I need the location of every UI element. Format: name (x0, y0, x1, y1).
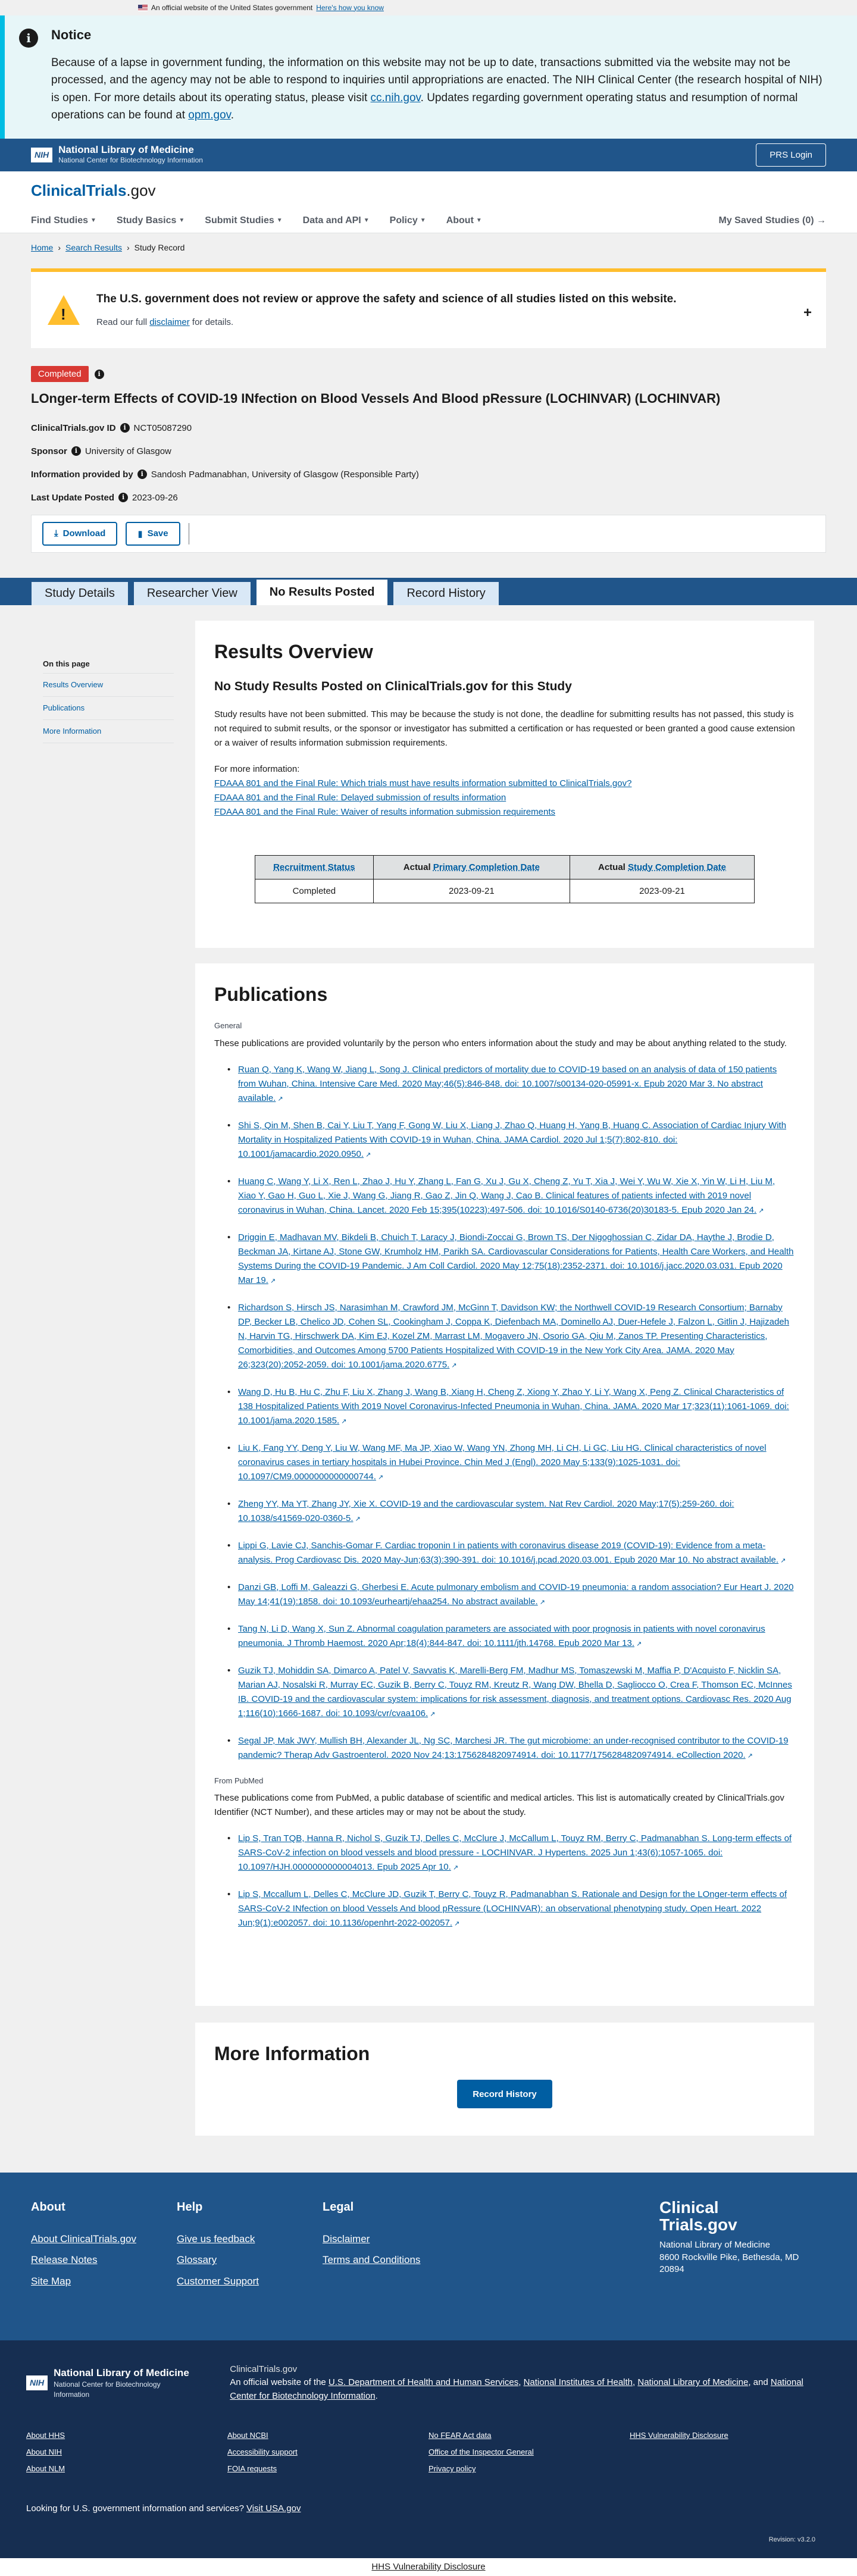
ncbi-link[interactable]: National Center for Biotechnology Information (230, 2377, 803, 2401)
nav-study-basics[interactable]: Study Basics ▼ (116, 215, 185, 226)
results-overview-title: Results Overview (214, 640, 373, 662)
footer-link[interactable]: Glossary (177, 2254, 217, 2266)
on-this-page-label: On this page (43, 655, 174, 674)
list-item: • Lip S, Tran TQB, Hanna R, Nichol S, Guzik TJ, Delles C, McClure J, McCallum L, Touyz RM, Berry C, Padmanabhan S. Long-term effects of SARS-CoV-2 infection on blood vessels and blood pressure - LOCHINVAR. J Hypertens. 2025 Jun 1;43(6):1057-1065. doi: 10.1097/HJH.0000000000004013. Epub 2025 Apr 10. ↗ (214, 1832, 795, 1874)
notice-title: Notice (51, 27, 92, 42)
footer-link[interactable]: Give us feedback (177, 2233, 255, 2245)
gov-banner (0, 0, 857, 15)
breadcrumb-current: Study Record (134, 242, 185, 252)
external-link-icon: ↗ (365, 1151, 371, 1159)
completion-table (255, 855, 755, 903)
tab-study-details[interactable]: Study Details (31, 581, 129, 605)
list-item: • Shi S, Qin M, Shen B, Cai Y, Liu T, Yang F, Gong W, Liu X, Liang J, Zhao Q, Huang H, Yang B, Huang C. Association of Cardiac Injury With Mortality in Hospitalized Patients With COVID-19 in Wuhan, China. JAMA Cardiol. 2020 Jul 1;5(7):802-810. doi: 10.1001/jamacardio.2020.0950. ↗ (214, 1119, 795, 1162)
nlm-link[interactable]: National Library of Medicine (637, 2377, 749, 2388)
nlm-header (0, 139, 857, 171)
sidenav-more-information[interactable]: More Information (43, 720, 174, 743)
notice-body: Because of a lapse in government funding, the information on this website may not be up to date, transactions submitted via the website may not be processed, and the agency may not be able to respond to inquiries until appropriations are enacted. The NIH Clinical Center (the research hospital of NIH) is open. For more details about its operating status, please visit cc.nih.gov. Updates regarding government operating status and resumption of normal operations can be found at opm.gov. (51, 56, 822, 122)
external-link-icon: ↗ (454, 1920, 460, 1927)
tab-record-history[interactable]: Record History (393, 581, 499, 605)
nlm-subtitle: National Center for Biotechnology Information (58, 156, 203, 165)
list-item: • Guzik TJ, Mohiddin SA, Dimarco A, Patel V, Savvatis K, Marelli-Berg FM, Madhur MS, Tomaszewski M, Maffia P, D'Acquisto F, Nicklin SA, Marian AJ, Nosalski R, Murray EC, Guzik B, Berry C, Touyz RM, Kreutz R, Wang DW, Bhella D, Sagliocco O, Crea F, Thomson EC, McInnes IB. COVID-19 and the cardiovascular system: implications for risk assessment, diagnosis, and treatment options. Cardiovasc Res. 2020 Aug 1;116(10):1666-1687. doi: 10.1093/cvr/cvaa106. ↗ (214, 1664, 795, 1721)
footer-address: National Library of Medicine 8600 Rockville Pike, Bethesda, MD 20894 (659, 2240, 799, 2274)
external-link-icon: ↗ (270, 1277, 276, 1285)
nav-submit-studies[interactable]: Submit Studies ▼ (205, 215, 283, 226)
footer-link[interactable]: About NCBI (227, 2431, 268, 2440)
breadcrumb-separator: › (126, 242, 130, 252)
footer-link[interactable]: About ClinicalTrials.gov (31, 2233, 136, 2245)
td-recruitment-status: Completed (255, 879, 374, 903)
disclaimer-text: Read our full disclaimer for details. (96, 317, 234, 327)
footer-link[interactable]: About NLM (26, 2464, 65, 2474)
footer-link[interactable]: No FEAR Act data (428, 2431, 492, 2440)
study-tabs (0, 578, 857, 605)
fdaaa-link-delayed[interactable]: FDAAA 801 and the Final Rule: Delayed submission of results information (214, 792, 506, 803)
disclaimer-link[interactable]: disclaimer (149, 317, 190, 327)
info-icon[interactable]: i (71, 446, 81, 456)
funding-notice (0, 15, 857, 139)
info-icon: i (19, 29, 38, 48)
last-update-value: 2023-09-26 (132, 492, 178, 503)
th-primary-completion: Actual Primary Completion Date (373, 855, 570, 879)
site-header (0, 171, 857, 233)
breadcrumb (0, 233, 857, 262)
opm-link[interactable]: opm.gov (188, 109, 231, 122)
chevron-down-icon: ▼ (276, 217, 283, 224)
footer-link[interactable]: About NIH (26, 2447, 62, 2457)
main-nav (31, 214, 826, 227)
info-icon[interactable]: i (118, 493, 128, 502)
list-item: • Liu K, Fang YY, Deng Y, Liu W, Wang MF, Ma JP, Xiao W, Wang YN, Zhong MH, Li CH, Li GC, Liu HG. Clinical characteristics of novel coronavirus cases in tertiary hospitals in Hubei Province. Chin Med J (Engl). 2020 May 5;133(9):1025-1031. doi: 10.1097/CM9.0000000000000744. ↗ (214, 1441, 795, 1484)
results-subtitle: No Study Results Posted on ClinicalTrials.gov for this Study (214, 680, 572, 694)
nav-about[interactable]: About ▼ (446, 215, 482, 226)
footer-about-title: About (31, 2200, 65, 2214)
disclaimer-title: The U.S. government does not review or approve the safety and science of all studies listed on this website. (96, 293, 677, 306)
publications-title: Publications (214, 983, 328, 1005)
download-icon: ⤓ (54, 528, 58, 539)
footer-legal-title: Legal (323, 2200, 354, 2214)
list-item: • Driggin E, Madhavan MV, Bikdeli B, Chuich T, Laracy J, Biondi-Zoccai G, Brown TS, Der Nigoghossian C, Zidar DA, Haythe J, Brodie D, Beckman JA, Kirtane AJ, Stone GW, Krumholz HM, Parikh SA. Cardiovascular Considerations for Patients, Health Care Workers, and Health Systems During the COVID-19 Pandemic. J Am Coll Cardiol. 2020 May 12;75(18):2352-2371. doi: 10.1016/j.jacc.2020.03.031. Epub 2020 Mar 19. ↗ (214, 1231, 795, 1288)
breadcrumb-search-results[interactable]: Search Results (65, 242, 122, 252)
external-link-icon: ↗ (341, 1417, 347, 1425)
fdaaa-link-waiver[interactable]: FDAAA 801 and the Final Rule: Waiver of results information submission requirements (214, 806, 556, 817)
external-link-icon: ↗ (758, 1207, 764, 1215)
action-bar (31, 515, 826, 553)
footer-help (177, 2199, 323, 2314)
more-info-label: For more information: (214, 763, 300, 774)
external-link-icon: ↗ (430, 1710, 436, 1718)
info-icon[interactable]: i (120, 423, 130, 433)
save-button[interactable]: ▮ Save (126, 522, 180, 546)
external-link-icon: ↗ (277, 1095, 283, 1103)
footer-help-title: Help (177, 2200, 203, 2214)
more-information-title: More Information (214, 2042, 370, 2064)
us-flag-icon (138, 5, 148, 11)
hhs-vulnerability-link[interactable]: HHS Vulnerability Disclosure (371, 2562, 486, 2572)
list-item: • Segal JP, Mak JWY, Mullish BH, Alexander JL, Ng SC, Marchesi JR. The gut microbiome: an under-recognised contributor to the COVID-19 pandemic? Therap Adv Gastroenterol. 2020 Nov 24;13:1756284820974914. doi: 10.1177/1756284820974914. eCollection 2020. ↗ (214, 1734, 795, 1763)
usa-gov-line: Looking for U.S. government information and services? Visit USA.gov (26, 2503, 301, 2514)
more-information-section (195, 2023, 814, 2136)
nav-policy[interactable]: Policy ▼ (389, 215, 426, 226)
disclaimer-banner (31, 268, 826, 348)
nih-logo-mark: NIH (31, 148, 52, 163)
results-body: Study results have not been submitted. This may be because the study is not done, the deadline for submitting results has not passed, this study is not required to submit results, or the sponsor or investigator has submitted a certification or has requested or been granted a good cause extension or a waiver of results information submission requirements. (214, 709, 795, 748)
footer-agency (0, 2340, 857, 2558)
list-item: • Danzi GB, Loffi M, Galeazzi G, Gherbesi E. Acute pulmonary embolism and COVID-19 pneumonia: a random association? Eur Heart J. 2020 May 14;41(19):1858. doi: 10.1093/eurheartj/ehaa254. No abstract available. ↗ (214, 1580, 795, 1609)
nlm-title: National Library of Medicine (58, 143, 194, 155)
nlm-footer-logo[interactable]: NIH National Library of Medicine National Center for Biotechnology Information (26, 2363, 194, 2403)
th-study-completion: Actual Study Completion Date (570, 855, 755, 879)
external-link-icon: ↗ (539, 1598, 545, 1606)
info-icon[interactable]: i (95, 370, 104, 379)
external-link-icon: ↗ (636, 1640, 642, 1648)
footer-top (0, 2173, 857, 2340)
tab-no-results-posted[interactable]: No Results Posted (256, 579, 389, 605)
td-study-completion: 2023-09-21 (570, 879, 755, 903)
th-recruitment-status: Recruitment Status (255, 855, 374, 879)
pubmed-label: From PubMed (214, 1776, 264, 1785)
footer-link[interactable]: HHS Vulnerability Disclosure (630, 2431, 728, 2440)
td-primary-completion: 2023-09-21 (373, 879, 570, 903)
usa-gov-link[interactable]: Visit USA.gov (246, 2503, 301, 2514)
last-update-label: Last Update Posted (31, 492, 115, 503)
external-link-icon: ↗ (377, 1473, 384, 1481)
nav-find-studies[interactable]: Find Studies ▼ (31, 215, 96, 226)
list-item: • Lip S, Mccallum L, Delles C, McClure JD, Guzik T, Berry C, Touyz R, Padmanabhan S. Rationale and Design for the LOnger-term effects of SARS-CoV-2 INfection on blood Vessels And blood pRessure (LOCHINVAR): an observational phenotyping study. Open Heart. 2022 Jun;9(1):e002057. doi: 10.1136/openhrt-2022-002057. ↗ (214, 1888, 795, 1930)
chevron-down-icon: ▼ (420, 217, 426, 224)
list-item: • Zheng YY, Ma YT, Zhang JY, Xie X. COVID-19 and the cardiovascular system. Nat Rev Cardiol. 2020 May;17(5):259-260. doi: 10.1038/s41569-020-0360-5. ↗ (214, 1497, 795, 1526)
list-item: • Lippi G, Lavie CJ, Sanchis-Gomar F. Cardiac troponin I in patients with coronavirus disease 2019 (COVID-19): Evidence from a meta-analysis. Prog Cardiovasc Dis. 2020 May-Jun;63(3):390-391. doi: 10.1016/j.pcad.2020.03.001. Epub 2020 Mar 10. No abstract available. ↗ (214, 1539, 795, 1567)
nct-id: NCT05087290 (133, 422, 192, 433)
list-item: • Ruan Q, Yang K, Wang W, Jiang L, Song J. Clinical predictors of mortality due to COVID-19 based on an analysis of data of 150 patients from Wuhan, China. Intensive Care Med. 2020 May;46(5):846-848. doi: 10.1007/s00134-020-05991-x. Epub 2020 Mar 3. No abstract available. ↗ (214, 1063, 795, 1106)
heres-how-you-know-link[interactable]: Here's how you know (316, 3, 384, 12)
external-link-icon: ↗ (780, 1557, 786, 1564)
id-label: ClinicalTrials.gov ID (31, 422, 116, 433)
external-link-icon: ↗ (747, 1752, 753, 1760)
agency-text: ClinicalTrials.gov An official website of the U.S. Department of Health and Human Services, National Institutes of Health, National Library of Medicine, and National Center for Biotechnology Information. (230, 2364, 803, 2401)
footer-link[interactable]: FOIA requests (227, 2464, 277, 2474)
footer-policy-links (26, 2430, 831, 2481)
breadcrumb-home[interactable]: Home (31, 242, 54, 252)
footer-legal (323, 2199, 468, 2314)
provided-by-label: Information provided by (31, 469, 133, 480)
pubmed-intro: These publications come from PubMed, a public database of scientific and medical articles. This list is automatically created by ClinicalTrials.gov Identifier (NCT Number), and these articles may or may not be about the study. (214, 1792, 784, 1817)
publications-intro: These publications are provided voluntarily by the person who enters information about the study and may be about anything related to the study. (214, 1038, 787, 1048)
footer-link[interactable]: Accessibility support (227, 2447, 298, 2457)
warning-icon: ! (48, 295, 80, 325)
tab-researcher-view[interactable]: Researcher View (133, 581, 251, 605)
footer-link[interactable]: Release Notes (31, 2254, 98, 2266)
clinicaltrials-logo[interactable]: ClinicalTrials.gov (31, 181, 156, 199)
results-overview-section (195, 621, 814, 948)
footer-logo[interactable]: Clinical Trials.gov (659, 2198, 737, 2234)
list-item: • Huang C, Wang Y, Li X, Ren L, Zhao J, Hu Y, Zhang L, Fan G, Xu J, Gu X, Cheng Z, Yu T, Xia J, Wei Y, Wu W, Xie X, Yin W, Li H, Liu M, Xiao Y, Gao H, Guo L, Xie J, Wang G, Jiang R, Gao Z, Jin Q, Wang J, Cao B. Clinical features of patients infected with 2019 novel coronavirus in Wuhan, China. Lancet. 2020 Feb 15;395(10223):497-506. doi: 10.1016/S0140-6736(20)30183-5. Epub 2020 Jan 24. ↗ (214, 1175, 795, 1217)
gov-banner-text: An official website of the United States government (151, 3, 313, 12)
footer-link[interactable]: Customer Support (177, 2275, 259, 2287)
nlm-logo[interactable] (31, 145, 203, 165)
sponsor-label: Sponsor (31, 446, 67, 456)
sponsor-value: University of Glasgow (85, 446, 171, 456)
cc-nih-link[interactable]: cc.nih.gov (370, 91, 421, 104)
footer-link[interactable]: Office of the Inspector General (428, 2447, 534, 2457)
sidenav-publications[interactable]: Publications (43, 697, 174, 720)
fdaaa-link-which-trials[interactable]: FDAAA 801 and the Final Rule: Which trials must have results information submitted to ClinicalTrials.gov? (214, 778, 632, 788)
list-item: • Wang D, Hu B, Hu C, Zhu F, Liu X, Zhang J, Wang B, Xiang H, Cheng Z, Xiong Y, Zhao Y, Li Y, Wang X, Peng Z. Clinical Characteristics of 138 Hospitalized Patients With 2019 Novel Coronavirus-Infected Pneumonia in Wuhan, China. JAMA. 2020 Mar 17;323(11):1061-1069. doi: 10.1001/jama.2020.1585. ↗ (214, 1385, 795, 1428)
footer-link[interactable]: Disclaimer (323, 2233, 370, 2245)
hhs-link[interactable]: U.S. Department of Health and Human Services (328, 2377, 519, 2388)
general-publications-list (214, 1063, 795, 1763)
chevron-down-icon: ▼ (363, 217, 370, 224)
external-link-icon: ↗ (355, 1515, 361, 1523)
revision-version: Revision: v3.2.0 (768, 2536, 815, 2544)
publications-section (195, 963, 814, 2006)
prs-login-button[interactable]: PRS Login (756, 143, 826, 167)
footer-link[interactable]: Privacy policy (428, 2464, 476, 2474)
general-label: General (214, 1021, 242, 1031)
footer-about (31, 2199, 177, 2314)
footer-bottom (0, 2558, 857, 2576)
nih-link[interactable]: National Institutes of Health (523, 2377, 633, 2388)
nav-data-and-api[interactable]: Data and API ▼ (302, 215, 370, 226)
external-link-icon: ↗ (452, 1864, 459, 1871)
list-item: • Richardson S, Hirsch JS, Narasimhan M, Crawford JM, McGinn T, Davidson KW; the Northwell COVID-19 Research Consortium; Barnaby DP, Becker LB, Chelico JD, Cohen SL, Cookingham J, Coppa K, Diefenbach MA, Dominello AJ, Duer-Hefele J, Falzon L, Gitlin J, Hajizadeh N, Harvin TG, Hirschwerk DA, Kim EJ, Kozel ZM, Marrast LM, Mogavero JN, Osorio GA, Qiu M, Zanos TP. Presenting Characteristics, Comorbidities, and Outcomes Among 5700 Patients Hospitalized With COVID-19 in the New York City Area. JAMA. 2020 May 26;323(20):2052-2059. doi: 10.1001/jama.2020.6775. ↗ (214, 1301, 795, 1372)
bookmark-icon: ▮ (137, 528, 143, 539)
my-saved-studies-link[interactable]: My Saved Studies (0) → (718, 215, 826, 226)
info-icon[interactable]: i (137, 469, 147, 479)
breadcrumb-separator: › (58, 242, 61, 252)
record-history-button[interactable]: Record History (457, 2080, 552, 2108)
expand-plus-icon[interactable]: + (803, 305, 812, 321)
footer-link[interactable]: Terms and Conditions (323, 2254, 421, 2266)
footer-brand (659, 2199, 826, 2314)
on-this-page-nav (43, 605, 174, 2136)
study-meta (31, 422, 826, 504)
status-badge: Completed (31, 366, 89, 382)
sidenav-results-overview[interactable]: Results Overview (43, 674, 174, 697)
external-link-icon: ↗ (451, 1361, 457, 1369)
chevron-down-icon: ▼ (179, 217, 185, 224)
study-title: LOnger-term Effects of COVID-19 INfection on Blood Vessels And Blood pRessure (LOCHINVAR) (LOCHINVAR) (31, 391, 721, 406)
footer-link[interactable]: About HHS (26, 2431, 65, 2440)
chevron-down-icon: ▼ (476, 217, 482, 224)
provided-by-value: Sandosh Padmanabhan, University of Glasgow (Responsible Party) (151, 469, 419, 480)
pubmed-publications-list (214, 1832, 795, 1930)
chevron-down-icon: ▼ (90, 217, 96, 224)
footer-link[interactable]: Site Map (31, 2275, 71, 2287)
download-button[interactable]: ⤓ Download (42, 522, 117, 546)
list-item: • Tang N, Li D, Wang X, Sun Z. Abnormal coagulation parameters are associated with poor prognosis in patients with novel coronavirus pneumonia. J Thromb Haemost. 2020 Apr;18(4):844-847. doi: 10.1111/jth.14768. Epub 2020 Mar 13. ↗ (214, 1622, 795, 1651)
